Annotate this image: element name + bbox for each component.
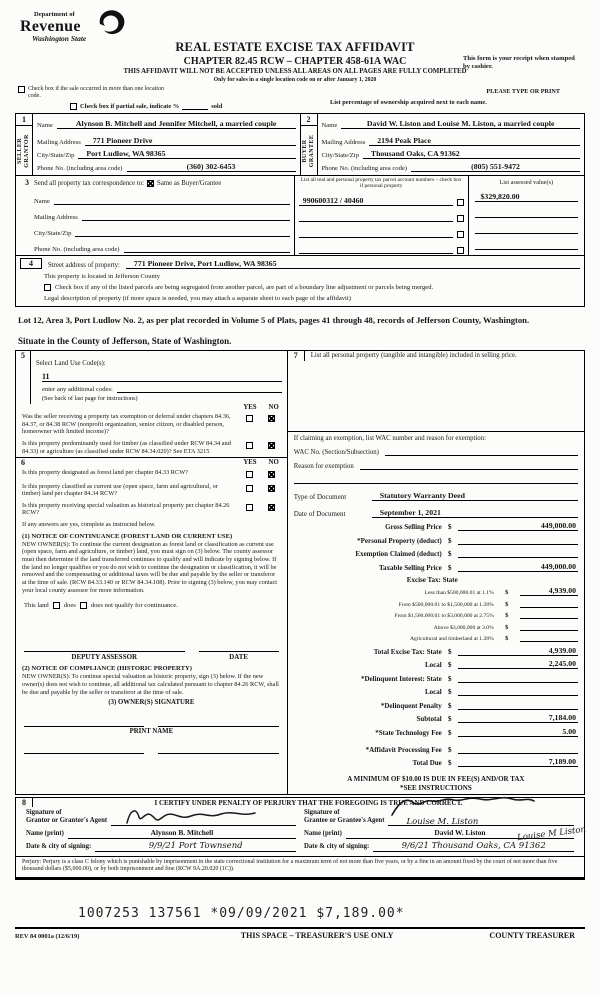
assessed-header: List assessed value(s) — [499, 179, 554, 187]
buyer-phone-field[interactable]: (805) 551-9472 — [411, 162, 580, 172]
s5-q2-no-checkbox[interactable] — [268, 442, 275, 449]
section4-number: 4 — [20, 258, 42, 269]
delinquent-interest-local-field[interactable] — [458, 686, 578, 696]
section3-parcels-box — [15, 176, 585, 256]
grantee-signature-script: Louise M. Liston — [406, 816, 479, 827]
corr-phone-field[interactable] — [124, 243, 290, 253]
wac-label: WAC No. (Section/Subsection) — [293, 448, 379, 456]
s5-question-2: Is this property predominantly used for timber (as classified under RCW 84.34 and 84.33) or agriculture (as classified under RCW 84.34.020)? See ETA 3215 — [22, 440, 231, 455]
assessed-value-field[interactable]: $329,820.00 — [475, 192, 578, 202]
personal-property-checkbox-4[interactable] — [457, 247, 464, 254]
buyer-panel — [300, 114, 585, 175]
personal-deduct-field[interactable] — [458, 535, 578, 545]
exemption-deduct-label: Exemption Claimed (deduct) — [355, 550, 442, 559]
street-address-label: Street address of property: — [48, 262, 120, 270]
buyer-csz-label: City/State/Zip — [321, 152, 359, 160]
multi-location-label: Check box if the sale occurred in more than one location code. — [28, 85, 164, 100]
land-does-not-checkbox[interactable] — [80, 602, 87, 609]
corr-csz-field[interactable] — [75, 227, 289, 237]
grantor-date-city[interactable]: 9/9/21 Port Townsend — [95, 841, 296, 852]
header-titles — [110, 0, 480, 84]
section3-number: 3 — [25, 178, 29, 188]
exemption-deduct-field[interactable] — [458, 548, 578, 558]
buyer-addr-label: Mailing Address — [321, 139, 366, 147]
s6-question-2: Is this property classified as current use (open space, farm and agricultural, or timber) land per chapter 84.34 RCW? — [22, 482, 218, 498]
tax-correspondence-label: Send all property tax correspondence to: — [34, 180, 145, 188]
print-name-label: PRINT NAME — [129, 728, 174, 736]
delinquent-penalty-field[interactable] — [458, 700, 578, 710]
buyer-phone-label: Phone No. (including area code) — [321, 165, 408, 173]
legal-description-note: Legal description of property (if more space is needed, you may attach a separate sheet to each page of the affidavit) — [44, 295, 351, 303]
parcel-column — [294, 176, 469, 255]
parcel-number-field[interactable] — [299, 228, 453, 238]
parties-box — [15, 113, 585, 176]
section4-box — [15, 256, 585, 307]
tax-column: 7 List all personal property (tangible and intangible) included in selling price. If claiming an exemption, list WAC number and reason for exemption: WAC No. (Section/Subsection) Reason for exemption Type of Document Statutory Warranty Deed Date of Document September 1, 2021 Gross Selling Price $ 449,000.00 *Personal Property (deduct) $ Exemption Claimed (deduct) $ Taxable Selling Price $ 449,000.00 Excise Tax: State Less than $500,000.01 at 1.1% $ 4,939.00 From $500,000.01 to $1,500,000 at 1.28% $ From $1,500,000.01 to $3,000,000 at 2.75% $ Above $3,000,000 at 3.0% $ Agricultural and timberland at 1.28% $ Total Excise Tax: State $ 4,939.00 Local $ 2,245.00 *Delinquent Interest: State $ Local $ *Delinquent Penalty $ Subtotal $ 7,184.00 *State Technology Fee $ 5.00 *Affidavit Processing Fee $ Total Due $ 7,189.00 A MINIMUM OF $10.00 IS DUE IN FEE(S) AND/OR TAX *SEE INSTRUCTIONS — [288, 350, 585, 794]
treasurer-space-label: THIS SPACE – TREASURER'S USE ONLY — [240, 931, 394, 941]
footer-rule — [15, 927, 585, 929]
s6-q3-no-checkbox[interactable] — [268, 504, 275, 511]
dor-logo — [20, 12, 86, 42]
total-due-label: Total Due — [412, 759, 442, 768]
segregated-checkbox[interactable] — [44, 284, 51, 291]
grantee-date-city[interactable]: 9/6/21 Thousand Oaks, CA 91362 — [373, 841, 574, 852]
s5-q1-yes-checkbox[interactable] — [246, 415, 253, 422]
percent-sold-field[interactable] — [182, 102, 208, 110]
seller-addr-label: Mailing Address — [37, 139, 81, 147]
buyer-box-number: 2 — [301, 114, 317, 126]
total-due-field[interactable]: 7,189.00 — [458, 757, 578, 767]
grantor-signature-block: Signature of Grantor or Grantor's Agent Name (print) Alynson B. Mitchell Date & city of signing: 9/9/21 Port Townsend — [22, 807, 300, 852]
section6-number: 6 — [21, 458, 25, 468]
dollar-sign: $ — [448, 523, 452, 532]
section5-number: 5 — [16, 351, 31, 404]
parcel-number-field[interactable] — [299, 212, 453, 222]
segregated-label: Check box if any of the listed parcels are being segregated from another parcel, are part of a boundary line adjustment or parcels being merged. — [55, 284, 434, 292]
located-county-line: This property is located in Jefferson County — [44, 273, 160, 281]
excise-tax-header: Excise Tax: State — [406, 575, 458, 584]
gross-price-label: Gross Selling Price — [385, 523, 442, 532]
street-address-field[interactable]: 771 Pioneer Drive, Port Ludlow, WA 98365 — [126, 259, 357, 269]
s5-question-1: Was the seller receiving a property tax exemption or deferral under chapters 84.36, 84.37, or 84.38 RCW (nonprofit organization, senior citizen, or disabled person, homeowner with limited income)? — [22, 413, 231, 436]
s5-q1-no-checkbox[interactable] — [268, 415, 275, 422]
bracket1-field[interactable]: 4,939.00 — [520, 586, 578, 596]
corr-addr-field[interactable] — [82, 211, 290, 221]
form-title: REAL ESTATE EXCISE TAX AFFIDAVIT — [175, 40, 415, 54]
owner-printname-line-1[interactable] — [24, 745, 144, 754]
s6-q3-yes-checkbox[interactable] — [246, 504, 253, 511]
single-location-note: Only for sales in a single location code on or after January 1, 2020 — [213, 76, 377, 83]
personal-deduct-label: *Personal Property (deduct) — [357, 536, 442, 545]
seller-name-label: Name — [37, 122, 53, 130]
seller-phone-field[interactable]: (360) 302-6453 — [127, 162, 296, 172]
personal-property-label: List all personal property (tangible and intangible) included in selling price. — [310, 352, 517, 360]
grantor-date-label: Date & city of signing: — [26, 843, 92, 851]
grantor-name-print-label: Name (print) — [26, 830, 64, 838]
notice1-body: NEW OWNER(S): To continue the current designation as forest land or classification as current use (open space, farm and agriculture, or timber) land, you must sign on (3) below. The county assessor must then determine if the land transferred continues to qualify and will indicate by signing below. If the land no longer qualifies or you do not wish to continue the designation or classification, it will be removed and the compensating or additional taxes will be due and payable by the seller or transferor at the time of sale. (RCW 84.33.140 or RCW 84.34.108). Prior to signing (3) below, you may contact your local county assessor for more information. — [22, 540, 278, 594]
wac-field[interactable] — [385, 446, 578, 456]
grantee-name-extra-handwritten: Louise M Liston — [516, 824, 587, 843]
buyer-addr-field[interactable]: 2194 Peak Place — [369, 136, 580, 146]
s6-q2-yes-checkbox[interactable] — [246, 485, 253, 492]
same-as-buyer-label: Same as Buyer/Grantee — [157, 180, 222, 188]
perjury-statement: Perjury: Perjury is a class C felony which is punishable by imprisonment in the state correctional institution for a maximum term of not more than five years, or by a fine in an amount fixed by the court of not more than five thousand dollars ($5,000.00), or by both imprisonment and fine (RCW 9A.20.020 (1C)). — [16, 856, 584, 880]
seller-phone-label: Phone No. (including area code) — [37, 165, 123, 173]
seller-csz-field[interactable]: Port Ludlow, WA 98365 — [78, 149, 295, 159]
taxable-price-label: Taxable Selling Price — [379, 563, 442, 572]
assessed-value-field[interactable] — [475, 208, 578, 218]
chapter-subtitle: CHAPTER 82.45 RCW – CHAPTER 458-61A WAC — [183, 55, 407, 67]
bracket3-label: From $1,500,000.01 to $3,000,000 at 2.75% — [394, 613, 494, 620]
corr-name-field[interactable] — [54, 195, 290, 205]
delinquent-interest-state-label: *Delinquent Interest: State — [360, 674, 442, 683]
notice2-title: (2) NOTICE OF COMPLIANCE (HISTORIC PROPERTY) — [22, 665, 192, 673]
s6-question-1: Is this property designated as forest land per chapter 84.33 RCW? — [22, 469, 188, 477]
owner-signature-line-1[interactable] — [24, 718, 144, 727]
buyer-grantee-sidebar: BUYER GRANTEE — [301, 134, 315, 167]
personal-property-entry-area[interactable] — [288, 361, 584, 432]
land-use-label: Select Land Use Code(s): — [36, 360, 106, 368]
total-excise-local-label: Local — [425, 661, 442, 670]
if-yes-note: If any answers are yes, complete as instructed below. — [22, 520, 156, 528]
multi-location-checkbox[interactable] — [18, 86, 25, 93]
bracket4-label: Above $3,000,000 at 3.0% — [433, 624, 494, 631]
s6-question-3: Is this property receiving special valuation as historical property per chapter 84.26 RCW? — [22, 501, 230, 517]
total-excise-local-field[interactable]: 2,245.00 — [458, 659, 578, 669]
date-line[interactable]: DATE — [199, 651, 279, 661]
owners-signature-label: (3) OWNER(S) SIGNATURE — [108, 699, 195, 707]
processing-fee-label: *Affidavit Processing Fee — [365, 745, 442, 754]
certification-box — [15, 797, 585, 881]
total-excise-state-label: Total Excise Tax: State — [373, 647, 442, 656]
deputy-assessor-line[interactable]: DEPUTY ASSESSOR — [24, 651, 185, 661]
partial-sale-checkbox[interactable] — [70, 103, 77, 110]
corr-phone-label: Phone No. (including area code) — [34, 246, 120, 254]
situate-line: Situate in the County of Jefferson, State of Washington. — [18, 336, 232, 347]
bracket4-field[interactable] — [520, 622, 578, 631]
subtotal-field[interactable]: 7,184.00 — [458, 713, 578, 723]
treasurer-stamp: 1007253 137561 *09/09/2021 $7,189.00* — [78, 906, 405, 922]
tech-fee-field[interactable]: 5.00 — [458, 727, 578, 737]
total-excise-state-field[interactable]: 4,939.00 — [458, 646, 578, 656]
delinquent-penalty-label: *Delinquent Penalty — [380, 701, 442, 710]
owner-signature-line-2[interactable] — [158, 718, 278, 727]
corr-csz-label: City/State/Zip — [34, 230, 72, 238]
personal-property-checkbox-2[interactable] — [457, 215, 464, 222]
parcel-number-field[interactable]: 990600312 / 40460 — [299, 196, 453, 206]
parcel-header: List all real and personal property tax parcel account numbers – check box if personal property — [300, 177, 462, 190]
section7-number: 7 — [288, 351, 305, 360]
additional-codes-field[interactable] — [117, 384, 282, 393]
assessed-value-field[interactable] — [475, 224, 578, 234]
reason-field[interactable] — [360, 460, 578, 470]
grantee-date-label: Date & city of signing: — [304, 843, 370, 851]
delinquent-interest-state-field[interactable] — [458, 673, 578, 683]
does-not-label: does not qualify for continuance. — [90, 602, 178, 610]
grantor-signature-icon — [121, 803, 261, 827]
bracket5-field[interactable] — [520, 633, 578, 642]
minimum-fee-note: A MINIMUM OF $10.00 IS DUE IN FEE(S) AND/OR TAX — [347, 775, 525, 784]
seller-csz-label: City/State/Zip — [37, 152, 75, 160]
certify-statement: I CERTIFY UNDER PENALTY OF PERJURY THAT THE FOREGOING IS TRUE AND CORRECT. — [154, 798, 463, 807]
delinquent-interest-local-label: Local — [425, 688, 442, 697]
dor-swirl-icon — [94, 8, 128, 38]
s6-q1-yes-checkbox[interactable] — [246, 471, 253, 478]
personal-property-checkbox-3[interactable] — [457, 231, 464, 238]
taxable-price-field[interactable]: 449,000.00 — [458, 562, 578, 572]
seller-addr-field[interactable]: 771 Pioneer Drive — [85, 136, 296, 146]
land-use-code-field[interactable]: 11 — [42, 372, 282, 382]
type-print-note: PLEASE TYPE OR PRINT — [486, 88, 560, 95]
see-back-note: (See back of last page for instructions) — [42, 395, 138, 403]
grantee-signature-block: Signature of Grantee or Grantee's Agent Louise M. Liston Name (print) David W. Liston Louise M Liston Date & city of signing: 9/6/21 Thousand Oaks, CA 91362 — [300, 807, 578, 852]
tech-fee-label: *State Technology Fee — [375, 728, 442, 737]
land-use-column: 5 Select Land Use Code(s): 11 enter any additional codes: (See back of last page for instructions) YES NO Was the seller receiving a property tax exemption or deferral under chapters 84.36, 84.37, or 84.38 RCW (nonprofit organization, senior citizen, or disabled person, homeowner with limited income)? Is this property predominantly used for timber (as classified under RCW 84.34 and 84.33) or agriculture (as classified under RCW 84.34.020)? See ETA 3215 6 YES NO Is this property designated as forest land per chapter 84.33 RCW? Is this property classified as current use (open space, farm and agricultural, or timber) land per chapter 84.34 RCW? Is this property receiving special valuation as historical property per chapter 84.26 RCW? If any answers are yes, complete as instructed below. (1) NOTICE OF CONTINUANCE (FOREST LAND OR CURRENT USE) NEW OWNER(S): To continue the current designation as forest land or classification as current use (open space, farm and agriculture, or timber) land, you must sign on (3) below. The county assessor must then determine if the land transferred continues to qualify and will indicate by signing below. If the land no longer qualifies or you do not wish to continue the designation or classification, it will be removed and the compensating or additional taxes will be due and payable by the seller or transferor at the time of sale. (RCW 84.33.140 or RCW 84.34.108). Prior to signing (3) below, you may contact your local county assessor for more information. This land does does not qualify for continuance. DEPUTY ASSESSOR DATE (2) NOTICE OF COMPLIANCE (HISTORIC PROPERTY) NEW OWNER(S): To continue special valuation as historic property, sign (3) below. If the new owner(s) does not wish to continue, all additional tax calculated pursuant to chapter 84.26 RCW, shall be due and payable by the seller or transferor at the time of sale. (3) OWNER(S) SIGNATURE PRINT NAME — [15, 350, 288, 794]
exemption-claim-label: If claiming an exemption, list WAC number and reason for exemption: — [293, 434, 486, 442]
assessed-column — [469, 176, 584, 255]
county-treasurer-label: COUNTY TREASURER — [489, 931, 575, 941]
buyer-csz-field[interactable]: Thousand Oaks, CA 91362 — [363, 149, 580, 159]
land-does-checkbox[interactable] — [53, 602, 60, 609]
see-instructions-note: *SEE INSTRUCTIONS — [399, 784, 472, 793]
grantee-signature-line[interactable] — [388, 809, 574, 826]
grantee-signature-icon — [388, 793, 538, 819]
this-land-label: This land — [24, 602, 49, 610]
warning-line: THIS AFFIDAVIT WILL NOT BE ACCEPTED UNLESS ALL AREAS ON ALL PAGES ARE FULLY COMPLETED — [123, 68, 467, 76]
grantor-name-print[interactable]: Alynson B. Mitchell — [68, 828, 296, 839]
logo-dept-text: Department of — [34, 11, 75, 18]
seller-panel — [16, 114, 300, 175]
form-revision: REV 84 0001a (12/6/19) — [15, 933, 80, 941]
doc-type-label: Type of Document — [293, 492, 347, 501]
subtotal-label: Subtotal — [416, 715, 442, 724]
parcel-number-field[interactable] — [299, 244, 453, 254]
grantee-name-print[interactable]: David W. Liston — [346, 828, 574, 839]
logo-revenue-text: Revenue — [20, 17, 81, 35]
notice2-body: NEW OWNER(S): To continue special valuation as historic property, sign (3) below. If the new owner(s) does not wish to continue, all additional tax calculated pursuant to chapter 84.26 RCW, shall be due and payable by the seller or transferor at the time of sale. — [22, 673, 279, 696]
grantee-name-print-label: Name (print) — [304, 830, 342, 838]
logo-state-text: Washington State — [32, 33, 87, 43]
grantor-signature-line[interactable] — [111, 809, 296, 826]
bracket2-field[interactable] — [520, 599, 578, 608]
reason-label: Reason for exemption — [293, 462, 354, 470]
same-as-buyer-checkbox[interactable] — [147, 180, 154, 187]
reason-field-2[interactable] — [294, 474, 578, 484]
partial-sale-label: Check box if partial sale, indicate % — [80, 103, 180, 111]
additional-codes-label: enter any additional codes: — [42, 386, 113, 394]
doc-type-field[interactable]: Statutory Warranty Deed — [372, 491, 578, 501]
bracket3-field[interactable] — [520, 610, 578, 619]
does-label: does — [63, 602, 76, 610]
s5-q2-yes-checkbox[interactable] — [246, 442, 253, 449]
gross-price-field[interactable]: 449,000.00 — [458, 521, 578, 531]
partial-sale-suffix: sold — [211, 103, 223, 111]
doc-date-field[interactable]: September 1, 2021 — [372, 508, 578, 518]
assessed-value-field[interactable] — [475, 240, 578, 250]
notice1-title: (1) NOTICE OF CONTINUANCE (FOREST LAND OR CURRENT USE) — [22, 532, 233, 540]
corr-name-label: Name — [34, 198, 50, 206]
owner-printname-line-2[interactable] — [158, 745, 278, 754]
no-header: NO — [268, 404, 279, 412]
processing-fee-field[interactable] — [458, 744, 578, 754]
personal-property-checkbox-1[interactable] — [457, 199, 464, 206]
seller-box-number: 1 — [16, 114, 32, 126]
receipt-note: This form is your receipt when stamped by cashier. — [463, 55, 575, 71]
buyer-name-label: Name — [321, 122, 338, 130]
legal-description: Lot 12, Area 3, Port Ludlow No. 2, as per plat recorded in Volume 5 of Plats, pages 41 through 48, records of Jefferson County, Washington. — [18, 315, 530, 326]
buyer-name-field[interactable]: David W. Liston and Louise M. Liston, a married couple — [341, 119, 580, 129]
section8-number: 8 — [16, 798, 33, 807]
bracket2-label: From $500,000.01 to $1,500,000 at 1.28% — [398, 601, 494, 608]
seller-name-field[interactable]: Alynson B. Mitchell and Jennifer Mitchell, a married couple — [57, 119, 296, 129]
bracket5-label: Agricultural and timberland at 1.28% — [410, 636, 494, 643]
s6-q1-no-checkbox[interactable] — [268, 471, 275, 478]
yes-header: YES — [243, 404, 257, 412]
ownership-note: List percentage of ownership acquired next to each name. — [330, 99, 487, 106]
seller-grantor-sidebar: SELLER GRANTOR — [17, 134, 30, 168]
doc-date-label: Date of Document — [293, 509, 346, 518]
s6-q2-no-checkbox[interactable] — [268, 485, 275, 492]
corr-addr-label: Mailing Address — [34, 214, 78, 222]
bracket1-label: Less than $500,000.01 at 1.1% — [424, 590, 494, 597]
